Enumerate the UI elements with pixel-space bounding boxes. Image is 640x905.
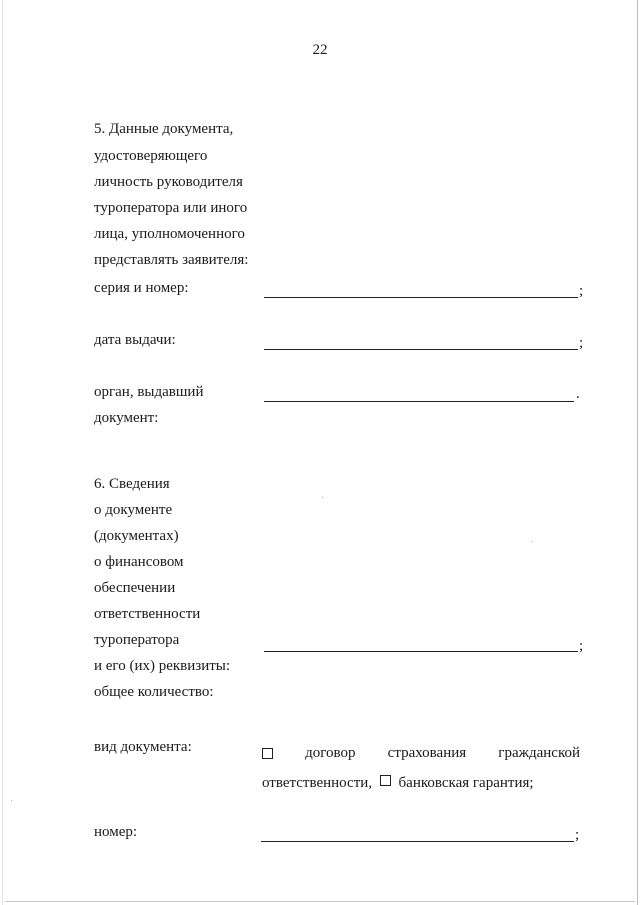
section6-heading-line-1: 6. Сведения: [94, 476, 170, 492]
page-number: 22: [312, 42, 328, 58]
option-word-otvetstvennosti: ответственности,: [262, 775, 373, 791]
section6-heading-line-6: ответственности: [94, 606, 201, 622]
option-word-dogovor: договор: [305, 745, 356, 761]
section6-heading-line-7: туроператора: [94, 632, 180, 648]
series-number-label: серия и номер:: [94, 280, 189, 296]
number-label: номер:: [94, 824, 138, 840]
section6-heading-line-8: и его (их) реквизиты:: [94, 658, 231, 674]
section5-heading-line-6: представлять заявителя:: [94, 252, 249, 268]
section5-heading-line-2: удостоверяющего: [94, 148, 208, 164]
number-semicolon: ;: [575, 827, 580, 843]
option-word-strakhovaniya: страхования: [387, 745, 467, 761]
page-bottom-edge: [5, 901, 635, 902]
issuer-label-line-2: документ:: [94, 410, 159, 426]
issue-date-field[interactable]: [264, 333, 578, 350]
scan-speck: [322, 497, 323, 498]
issue-date-semicolon: ;: [579, 335, 584, 351]
total-count-field[interactable]: [264, 635, 578, 652]
series-number-semicolon: ;: [579, 283, 584, 299]
number-field[interactable]: [261, 825, 574, 842]
document-type-label: вид документа:: [94, 739, 192, 755]
option-word-grazhdanskoy: гражданской: [498, 745, 580, 761]
page-right-edge: [637, 0, 638, 905]
issue-date-label: дата выдачи:: [94, 332, 176, 348]
issuer-period: .: [576, 386, 580, 402]
issuer-field[interactable]: [264, 385, 574, 402]
section5-heading-line-3: личность руководителя: [94, 174, 243, 190]
document-type-options-line-2: [262, 768, 580, 798]
issuer-label-line-1: орган, выдавший: [94, 384, 204, 400]
bank-guarantee-label: банковская гарантия;: [398, 775, 534, 791]
section6-heading-line-4: о финансовом: [94, 554, 184, 570]
page-left-edge: [2, 0, 3, 905]
total-count-label: общее количество:: [94, 684, 214, 700]
bank-guarantee-checkbox[interactable]: [380, 775, 391, 786]
section5-heading-line-5: лица, уполномоченного: [94, 226, 245, 242]
scan-speck: [11, 800, 12, 801]
insurance-contract-checkbox[interactable]: [262, 748, 273, 759]
scan-speck: [531, 541, 532, 542]
total-count-semicolon: ;: [579, 638, 584, 654]
section6-heading-line-2: о документе: [94, 502, 173, 518]
section5-heading-line-4: туроператора или иного: [94, 200, 248, 216]
document-type-options: [262, 738, 580, 798]
section6-heading-line-3: (документах): [94, 528, 179, 544]
section6-heading-line-5: обеспечении: [94, 580, 176, 596]
section5-heading-line-1: 5. Данные документа,: [94, 121, 234, 137]
series-number-field[interactable]: [264, 281, 578, 298]
